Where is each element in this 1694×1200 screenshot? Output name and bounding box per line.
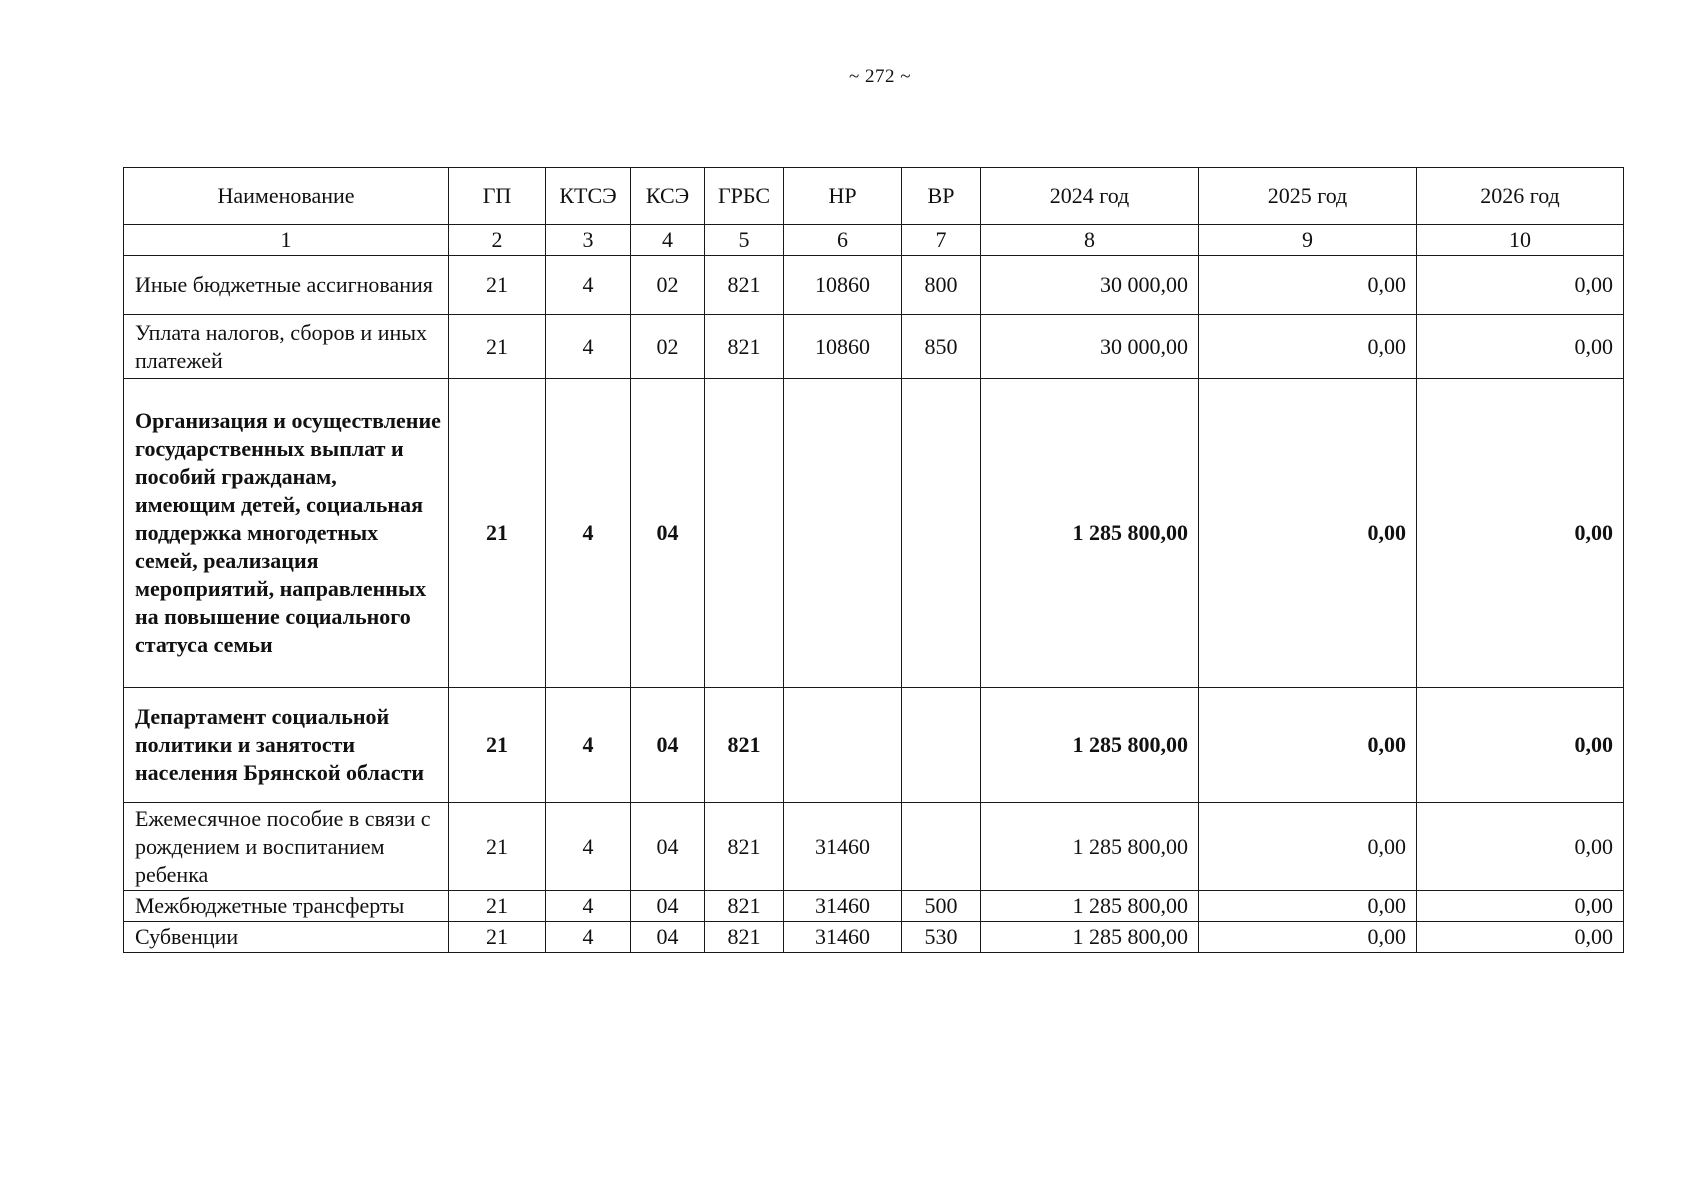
- cell-vr: [902, 803, 981, 891]
- cell-ktse: 4: [546, 315, 631, 379]
- cell-kse: 02: [631, 256, 705, 315]
- cell-2026: 0,00: [1417, 922, 1624, 953]
- header-grbs: ГРБС: [705, 168, 784, 225]
- cell-gp: 21: [449, 688, 546, 803]
- column-number: 1: [124, 225, 449, 256]
- cell-vr: 800: [902, 256, 981, 315]
- cell-2025: 0,00: [1199, 315, 1417, 379]
- table-row: [124, 891, 1624, 922]
- cell-2024: 1 285 800,00: [981, 688, 1199, 803]
- cell-ktse: 4: [546, 688, 631, 803]
- cell-grbs: 821: [705, 256, 784, 315]
- cell-grbs: 821: [705, 803, 784, 891]
- row-name: Департамент социальной политики и занятости населения Брянской области: [124, 688, 449, 803]
- cell-vr: [902, 688, 981, 803]
- cell-kse: 04: [631, 922, 705, 953]
- cell-2026: 0,00: [1417, 803, 1624, 891]
- cell-2026: 0,00: [1417, 379, 1624, 688]
- cell-gp: 21: [449, 891, 546, 922]
- cell-2025: 0,00: [1199, 803, 1417, 891]
- cell-2025: 0,00: [1199, 922, 1417, 953]
- header-2025: 2025 год: [1199, 168, 1417, 225]
- cell-2024: 30 000,00: [981, 256, 1199, 315]
- header-row: [124, 168, 1624, 225]
- header-2024: 2024 год: [981, 168, 1199, 225]
- column-number: 10: [1417, 225, 1624, 256]
- cell-nr: 31460: [784, 922, 902, 953]
- cell-2026: 0,00: [1417, 315, 1624, 379]
- column-number: 3: [546, 225, 631, 256]
- row-name: Организация и осуществление государственных выплат и пособий гражданам, имеющим детей, социальная поддержка многодетных семей, реализация мероприятий, направленных на повышение социального статуса семьи: [124, 379, 449, 688]
- cell-grbs: 821: [705, 922, 784, 953]
- cell-2024: 30 000,00: [981, 315, 1199, 379]
- row-name: Иные бюджетные ассигнования: [124, 256, 449, 315]
- column-number: 4: [631, 225, 705, 256]
- cell-2025: 0,00: [1199, 256, 1417, 315]
- header-nr: НР: [784, 168, 902, 225]
- row-name: Ежемесячное пособие в связи с рождением и воспитанием ребенка: [124, 803, 449, 891]
- cell-ktse: 4: [546, 379, 631, 688]
- cell-kse: 02: [631, 315, 705, 379]
- table-row: [124, 922, 1624, 953]
- cell-2024: 1 285 800,00: [981, 922, 1199, 953]
- cell-nr: 31460: [784, 803, 902, 891]
- cell-2024: 1 285 800,00: [981, 379, 1199, 688]
- table-row: [124, 379, 1624, 688]
- budget-table: [123, 167, 1624, 953]
- cell-2026: 0,00: [1417, 688, 1624, 803]
- table-row: [124, 315, 1624, 379]
- header-kse: КСЭ: [631, 168, 705, 225]
- cell-2024: 1 285 800,00: [981, 803, 1199, 891]
- cell-vr: 850: [902, 315, 981, 379]
- cell-kse: 04: [631, 891, 705, 922]
- cell-gp: 21: [449, 922, 546, 953]
- cell-kse: 04: [631, 379, 705, 688]
- cell-2025: 0,00: [1199, 891, 1417, 922]
- table-row: [124, 803, 1624, 891]
- cell-2026: 0,00: [1417, 891, 1624, 922]
- column-number: 6: [784, 225, 902, 256]
- column-number: 9: [1199, 225, 1417, 256]
- table-row: [124, 688, 1624, 803]
- cell-grbs: 821: [705, 688, 784, 803]
- cell-vr: 500: [902, 891, 981, 922]
- cell-ktse: 4: [546, 803, 631, 891]
- header-name: Наименование: [124, 168, 449, 225]
- cell-grbs: [705, 379, 784, 688]
- row-name: Субвенции: [124, 922, 449, 953]
- column-number: 5: [705, 225, 784, 256]
- cell-gp: 21: [449, 256, 546, 315]
- cell-2024: 1 285 800,00: [981, 891, 1199, 922]
- cell-ktse: 4: [546, 256, 631, 315]
- cell-nr: [784, 379, 902, 688]
- row-name: Межбюджетные трансферты: [124, 891, 449, 922]
- cell-vr: [902, 379, 981, 688]
- cell-grbs: 821: [705, 315, 784, 379]
- header-ktse: КТСЭ: [546, 168, 631, 225]
- cell-kse: 04: [631, 688, 705, 803]
- column-number: 2: [449, 225, 546, 256]
- cell-ktse: 4: [546, 891, 631, 922]
- cell-gp: 21: [449, 379, 546, 688]
- header-gp: ГП: [449, 168, 546, 225]
- page-number: ~ 272 ~: [848, 66, 912, 87]
- cell-gp: 21: [449, 803, 546, 891]
- cell-nr: [784, 688, 902, 803]
- cell-nr: 10860: [784, 315, 902, 379]
- header-vr: ВР: [902, 168, 981, 225]
- cell-2026: 0,00: [1417, 256, 1624, 315]
- cell-gp: 21: [449, 315, 546, 379]
- cell-nr: 10860: [784, 256, 902, 315]
- cell-nr: 31460: [784, 891, 902, 922]
- cell-ktse: 4: [546, 922, 631, 953]
- cell-kse: 04: [631, 803, 705, 891]
- table-row: [124, 256, 1624, 315]
- column-number-row: [124, 225, 1624, 256]
- column-number: 7: [902, 225, 981, 256]
- cell-2025: 0,00: [1199, 688, 1417, 803]
- cell-vr: 530: [902, 922, 981, 953]
- column-number: 8: [981, 225, 1199, 256]
- cell-grbs: 821: [705, 891, 784, 922]
- cell-2025: 0,00: [1199, 379, 1417, 688]
- header-2026: 2026 год: [1417, 168, 1624, 225]
- row-name: Уплата налогов, сборов и иных платежей: [124, 315, 449, 379]
